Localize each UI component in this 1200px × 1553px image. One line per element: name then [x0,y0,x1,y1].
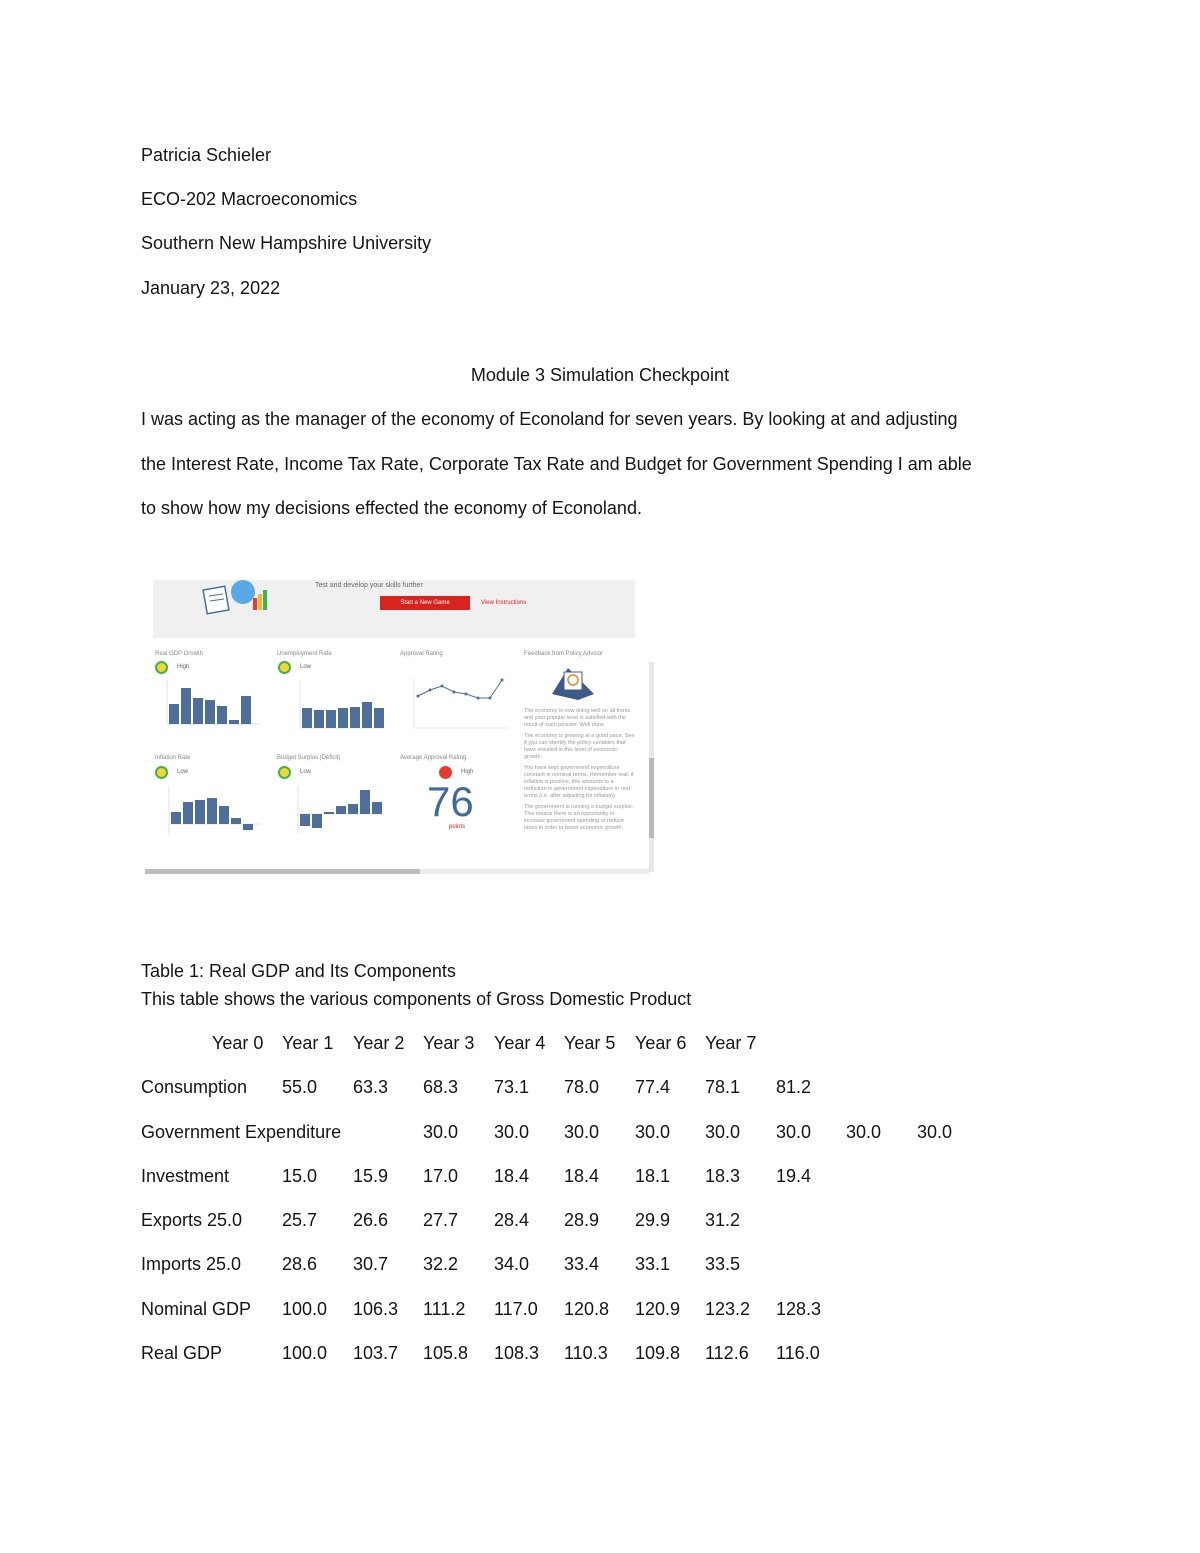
table-cell: 18.1 [635,1166,671,1186]
table-cell: 30.0 [705,1122,741,1142]
panel-label-budget-surplus: Budget Surplus (Deficit) [277,755,341,761]
status-badge-icon [278,766,291,779]
table-cell: 33.4 [564,1254,600,1274]
budget-surplus-chart [278,784,388,842]
table-cell: 106.3 [353,1299,399,1319]
simulation-screenshot [143,580,656,876]
table-cell: 19.4 [776,1166,812,1186]
table-cell: 112.6 [705,1343,749,1363]
table-cell: 28.9 [564,1210,600,1230]
table-cell: 123.2 [705,1299,751,1319]
feedback-message: You have kept government expenditure constant in nominal terms. Remember real, if inflation is positive, this amounts to a reduction in government expenditure in real terms (i.e. after adjusting for inflation). [524,765,634,799]
table-cell: 108.3 [494,1343,540,1363]
status-badge-icon [155,661,168,674]
course-name: ECO-202 Macroeconomics [141,189,358,209]
status-badge-text: Low [300,769,312,775]
table-cell: 30.0 [635,1122,671,1142]
table-cell: 120.9 [635,1299,681,1319]
paragraph-line-2: the Interest Rate, Income Tax Rate, Corporate Tax Rate and Budget for Government Spending I am able [141,454,972,474]
table-cell: 111.2 [423,1299,466,1319]
table-header-year: Year 2 [353,1033,405,1053]
paragraph-line-3: to show how my decisions effected the economy of Econoland. [141,498,642,518]
status-badge-text: Low [177,769,189,775]
table-cell: 15.9 [353,1166,389,1186]
status-badge-icon [155,766,168,779]
table-cell: 33.1 [635,1254,671,1274]
view-instructions-link[interactable]: View Instructions [481,600,527,606]
table-cell: 27.7 [423,1210,459,1230]
table-row-label: Imports 25.0 [141,1254,242,1274]
table-header-year: Year 3 [423,1033,475,1053]
table-cell: 26.6 [353,1210,389,1230]
table-row-label: Real GDP [141,1343,223,1363]
table-cell: 103.7 [353,1343,399,1363]
feedback-message: The government is running a budget surplus. This means there is an opportunity to increase government spending or reduce taxes in order to boost economic growth. [524,804,634,831]
paragraph-line-1: I was acting as the manager of the economy of Econoland for seven years. By looking at and adjusting [141,409,958,429]
table-cell: 30.0 [917,1122,953,1142]
table-cell: 28.6 [282,1254,318,1274]
table-cell: 120.8 [564,1299,610,1319]
table-cell: 18.3 [705,1166,741,1186]
table-cell: 31.2 [705,1210,741,1230]
table-row-label: Government Expenditure [141,1122,342,1142]
feedback-message: The economy is now doing well on all fronts and your popular level is satisfied with the result of such policies. Well done. [524,708,631,728]
status-badge-text: High [177,664,190,670]
table-cell: 33.5 [705,1254,741,1274]
unemployment-rate-chart [278,678,388,736]
status-badge-icon [278,661,291,674]
table-cell: 78.0 [564,1077,600,1097]
status-badge-text: High [461,769,474,775]
table-row-label: Exports 25.0 [141,1210,243,1230]
table-cell: 34.0 [494,1254,530,1274]
policy-advisor-icon [548,664,598,704]
table-cell: 30.0 [423,1122,459,1142]
real-gdp-growth-chart [155,678,265,736]
table-cell: 17.0 [423,1166,459,1186]
table-cell: 81.2 [776,1077,812,1097]
table-cell: 63.3 [353,1077,389,1097]
table-header-year: Year 5 [564,1033,616,1053]
table-cell: 73.1 [494,1077,530,1097]
screenshot-top-text: Test and develop your skills further [315,582,423,589]
panel-label-real-gdp-growth: Real GDP Growth [155,651,203,657]
vertical-scrollbar-thumb[interactable] [649,758,654,838]
table-header-year: Year 7 [705,1033,757,1053]
table-cell: 30.0 [564,1122,600,1142]
table-row-label: Nominal GDP [141,1299,252,1319]
approval-rating-chart [400,676,510,736]
table-cell: 77.4 [635,1077,671,1097]
table-cell: 78.1 [705,1077,741,1097]
author-name: Patricia Schieler [141,145,272,165]
table-cell: 29.9 [635,1210,671,1230]
table-cell: 28.4 [494,1210,530,1230]
table-row-label: Investment [141,1166,230,1186]
table-cell: 30.0 [846,1122,882,1142]
table-cell: 18.4 [494,1166,530,1186]
panel-label-approval-rating: Approval Rating [400,651,443,657]
table-header-year: Year 0 [212,1033,264,1053]
document-date: January 23, 2022 [141,278,281,298]
average-approval-value: 76 [427,778,474,825]
table-cell: 30.0 [776,1122,812,1142]
table-cell: 32.2 [423,1254,459,1274]
status-badge-text: Low [300,664,312,670]
start-new-game-button[interactable]: Start a New Game [380,596,470,610]
table-cell: 55.0 [282,1077,318,1097]
average-approval-unit: points [449,824,466,830]
table-header-year: Year 1 [282,1033,334,1053]
horizontal-scrollbar-thumb[interactable] [145,869,420,874]
table-cell: 68.3 [423,1077,459,1097]
table-cell: 30.0 [494,1122,530,1142]
table-description: This table shows the various components of Gross Domestic Product [141,989,692,1009]
table-cell: 100.0 [282,1299,328,1319]
table-header-year: Year 4 [494,1033,546,1053]
panel-label-feedback: Feedback from Policy Advisor [524,651,604,657]
table-row-label: Consumption [141,1077,248,1097]
table-cell: 116.0 [776,1343,820,1363]
school-name: Southern New Hampshire University [141,233,432,253]
table-cell: 110.3 [564,1343,608,1363]
clipboard-globe-icon [199,580,279,616]
table-header-year: Year 6 [635,1033,687,1053]
panel-label-average-approval: Average Approval Rating [400,755,467,761]
panel-label-unemployment-rate: Unemployment Rate [277,651,332,657]
table-cell: 128.3 [776,1299,822,1319]
table-cell: 30.7 [353,1254,389,1274]
feedback-message: The economy is growing at a good pace. See if you can identify the policy variables that have resulted in this level of economic growth. [524,733,635,760]
inflation-rate-chart [155,784,265,842]
table-cell: 117.0 [494,1299,538,1319]
panel-label-inflation-rate: Inflation Rate [155,755,191,761]
table-cell: 105.8 [423,1343,469,1363]
table-cell: 25.7 [282,1210,318,1230]
table-cell: 109.8 [635,1343,681,1363]
feedback-panel [524,708,636,836]
table-cell: 100.0 [282,1343,328,1363]
table-cell: 18.4 [564,1166,600,1186]
table-cell: 15.0 [282,1166,318,1186]
table-caption: Table 1: Real GDP and Its Components [141,961,456,981]
document-title: Module 3 Simulation Checkpoint [470,365,730,385]
